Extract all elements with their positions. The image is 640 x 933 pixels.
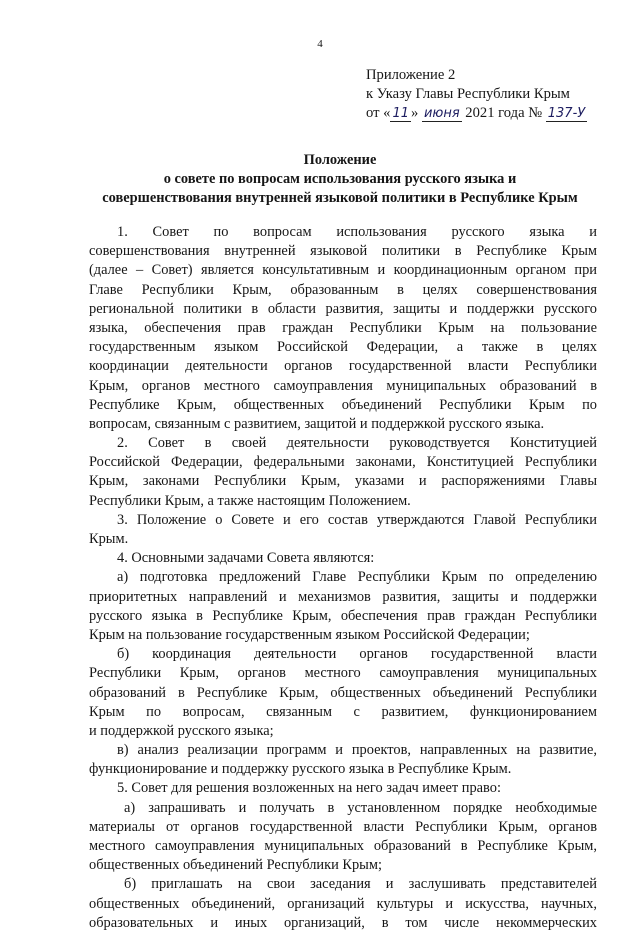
body-line: б) приглашать на свои заседания и заслушивать представителей <box>124 876 597 893</box>
appendix-line-2: к Указу Главы Республики Крым <box>366 86 570 102</box>
body-line: общественных объединений Республики Крым; <box>89 857 382 874</box>
title-line: совершенствования внутренней языковой политики в Республике Крым <box>102 190 578 206</box>
body-line: государственным языком Российской Федерации, а также в целях <box>89 339 597 356</box>
body-line: функционирование и поддержку русского языка в Республике Крым. <box>89 761 512 778</box>
body-line: 3. Положение о Совете и его состав утверждаются Главой Республики <box>117 511 597 528</box>
body-line: Крым на пользование государственным языком Российской Федерации; <box>89 626 530 643</box>
body-line: Республике Крым, общественных объединений Республики Крым по <box>89 396 597 413</box>
body-line: а) подготовка предложений Главе Республики Крым по определению <box>117 569 597 586</box>
appendix-line-3 <box>366 104 587 123</box>
body-line: Крым, законами Республики Крым, указами и распоряжениями Главы <box>89 473 597 490</box>
body-line: региональной политики в области развития, защиты и поддержки русского <box>89 300 597 317</box>
appendix-block <box>366 66 587 123</box>
document-title <box>60 151 620 208</box>
body-line: образовательных и иных организаций, в том числе некоммерческих <box>89 914 597 931</box>
body-line: языка, обеспечения прав граждан Республики Крым на пользование <box>89 319 597 336</box>
title-line: о совете по вопросам использования русского языка и <box>163 171 517 187</box>
body-line: 1. Совет по вопросам использования русского языка и <box>117 224 597 240</box>
date-year: 2021 года № <box>461 105 546 121</box>
body-line: а) запрашивать и получать в установленном порядке необходимые <box>124 799 597 816</box>
date-prefix: от « <box>366 105 391 121</box>
body-line: местного самоуправления муниципальных образований в Республике Крым, <box>89 838 597 854</box>
body-line: Российской Федерации, федеральными законами, Конституцией Республики <box>89 454 597 471</box>
body-line: 4. Основными задачами Совета являются: <box>117 550 375 567</box>
body-line: общественных объединений, организаций культуры и искусства, научных, <box>89 895 597 912</box>
body-line: Крым по вопросам, связанным с развитием, функционированием <box>89 703 597 720</box>
body-line: в) анализ реализации программ и проектов, направленных на развитие, <box>117 742 597 759</box>
body-line: Крым. <box>89 531 129 547</box>
body-line: образований в Республике Крым, общественных объединений Республики <box>89 684 597 701</box>
handwritten-day: 11 <box>392 106 409 121</box>
body-line: Республики Крым, а также настоящим Положением. <box>89 492 411 509</box>
body-line: Главе Республики Крым, образованным в целях совершенствования <box>89 281 597 298</box>
body-line: вопросам, связанным с развитием, защитой и поддержкой русского языка. <box>89 415 545 432</box>
body-line: русского языка в Республике Крым, обеспечения прав граждан Республики <box>89 607 597 624</box>
body-line: совершенствования внутренней языковой политики в Республике Крым <box>89 243 597 260</box>
body-line: Республики Крым, органов местного самоуправления муниципальных <box>89 665 597 682</box>
body-line: Крым, органов местного самоуправления муниципальных образований в <box>89 377 597 394</box>
document-body <box>89 223 597 933</box>
date-quote-close: » <box>410 105 422 121</box>
appendix-line-1: Приложение 2 <box>366 67 456 83</box>
body-line: приоритетных направлений и механизмов развития, защиты и поддержки <box>89 588 597 605</box>
body-line: координации деятельности органов государственной власти Республики <box>89 358 597 375</box>
body-line: б) координация деятельности органов государственной власти <box>117 646 597 663</box>
handwritten-month: июня <box>423 106 460 121</box>
body-line: 2. Совет в своей деятельности руководствуется Конституцией <box>117 435 597 452</box>
title-line: Положение <box>303 152 377 168</box>
handwritten-number: 137-У <box>547 106 586 121</box>
page-number: 4 <box>317 38 323 50</box>
body-line: (далее – Совет) является консультативным и координационным органом при <box>89 262 597 279</box>
body-line: 5. Совет для решения возложенных на него задач имеет право: <box>117 780 501 797</box>
body-line: материалы от органов государственной власти Республики Крым, органов <box>89 818 597 835</box>
body-line: и поддержкой русского языка; <box>89 722 274 739</box>
